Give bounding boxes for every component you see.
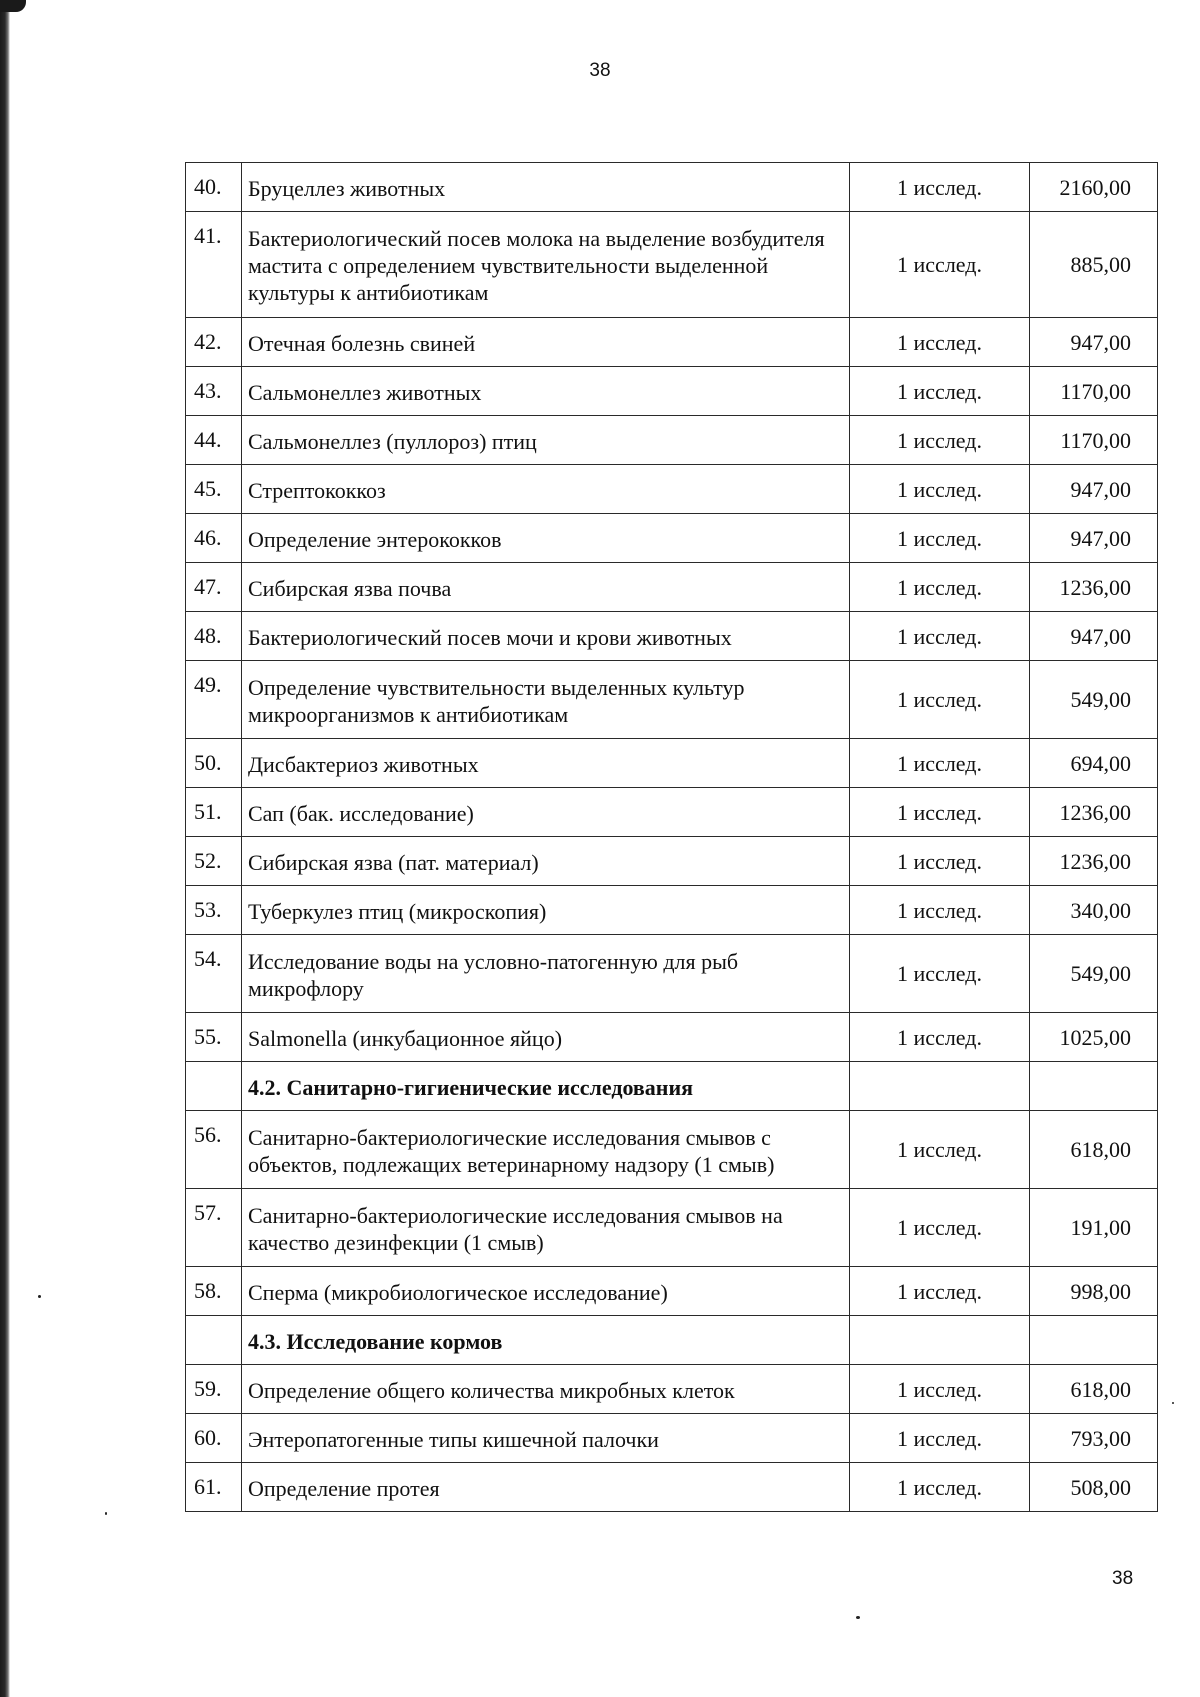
row-number-cell: 51.: [186, 788, 242, 837]
price-cell: 1236,00: [1030, 837, 1158, 886]
table-row: [186, 1267, 1158, 1316]
section-header-row: [186, 1062, 1158, 1111]
service-name-cell: Сперма (микробиологическое исследование): [242, 1267, 850, 1316]
row-number-cell: 43.: [186, 367, 242, 416]
row-number-cell: 54.: [186, 935, 242, 1013]
price-cell: 947,00: [1030, 465, 1158, 514]
service-name-cell: Отечная болезнь свиней: [242, 318, 850, 367]
table-row: [186, 318, 1158, 367]
row-number-cell: 42.: [186, 318, 242, 367]
price-cell: 191,00: [1030, 1189, 1158, 1267]
unit-cell: 1 исслед.: [850, 514, 1030, 563]
price-cell: 1025,00: [1030, 1013, 1158, 1062]
service-name-cell: Сальмонеллез животных: [242, 367, 850, 416]
row-number-cell: [186, 1316, 242, 1365]
service-name-cell: Бактериологический посев мочи и крови животных: [242, 612, 850, 661]
price-cell: 947,00: [1030, 612, 1158, 661]
service-name-cell: Санитарно-бактериологические исследования смывов с объектов, подлежащих ветеринарному надзору (1 смыв): [242, 1111, 850, 1189]
price-cell: 1170,00: [1030, 416, 1158, 465]
price-cell: 793,00: [1030, 1414, 1158, 1463]
price-cell: 1236,00: [1030, 563, 1158, 612]
service-name-cell: Сибирская язва (пат. материал): [242, 837, 850, 886]
row-number-cell: 58.: [186, 1267, 242, 1316]
unit-cell: 1 исслед.: [850, 1463, 1030, 1512]
unit-cell: 1 исслед.: [850, 318, 1030, 367]
unit-cell: 1 исслед.: [850, 367, 1030, 416]
scan-speck: [38, 1295, 41, 1298]
section-title-cell: 4.2. Санитарно-гигиенические исследования: [242, 1062, 850, 1111]
price-cell: 998,00: [1030, 1267, 1158, 1316]
price-cell: 947,00: [1030, 514, 1158, 563]
price-cell: 508,00: [1030, 1463, 1158, 1512]
service-name-cell: Бруцеллез животных: [242, 163, 850, 212]
table-row: [186, 163, 1158, 212]
row-number-cell: 45.: [186, 465, 242, 514]
price-cell: 340,00: [1030, 886, 1158, 935]
price-cell: 618,00: [1030, 1365, 1158, 1414]
section-header-row: [186, 1316, 1158, 1365]
price-cell: 885,00: [1030, 212, 1158, 318]
row-number-cell: 40.: [186, 163, 242, 212]
row-number-cell: 47.: [186, 563, 242, 612]
service-name-cell: Бактериологический посев молока на выделение возбудителя мастита с определением чувствительности выделенной культуры к антибиотикам: [242, 212, 850, 318]
price-cell: 1170,00: [1030, 367, 1158, 416]
price-cell: 618,00: [1030, 1111, 1158, 1189]
service-name-cell: Сап (бак. исследование): [242, 788, 850, 837]
scan-edge: [0, 0, 10, 1697]
scan-speck: [856, 1616, 860, 1619]
price-table-body: [186, 163, 1158, 1512]
scan-speck: [105, 1512, 107, 1515]
row-number-cell: 60.: [186, 1414, 242, 1463]
table-row: [186, 1463, 1158, 1512]
row-number-cell: 52.: [186, 837, 242, 886]
price-cell: 947,00: [1030, 318, 1158, 367]
price-cell: 549,00: [1030, 935, 1158, 1013]
service-name-cell: Туберкулез птиц (микроскопия): [242, 886, 850, 935]
price-cell: 1236,00: [1030, 788, 1158, 837]
unit-cell: 1 исслед.: [850, 935, 1030, 1013]
price-cell: 694,00: [1030, 739, 1158, 788]
unit-cell: 1 исслед.: [850, 1267, 1030, 1316]
row-number-cell: 61.: [186, 1463, 242, 1512]
table-row: [186, 1414, 1158, 1463]
service-name-cell: Санитарно-бактериологические исследования смывов на качество дезинфекции (1 смыв): [242, 1189, 850, 1267]
table-row: [186, 465, 1158, 514]
service-name-cell: Определение протея: [242, 1463, 850, 1512]
table-row: [186, 612, 1158, 661]
unit-cell: 1 исслед.: [850, 886, 1030, 935]
service-name-cell: Дисбактериоз животных: [242, 739, 850, 788]
unit-cell: 1 исслед.: [850, 1013, 1030, 1062]
table-row: [186, 1365, 1158, 1414]
service-name-cell: Энтеропатогенные типы кишечной палочки: [242, 1414, 850, 1463]
service-name-cell: Исследование воды на условно-патогенную для рыб микрофлору: [242, 935, 850, 1013]
unit-cell: 1 исслед.: [850, 563, 1030, 612]
unit-cell: 1 исслед.: [850, 1111, 1030, 1189]
table-row: [186, 212, 1158, 318]
service-name-cell: Salmonella (инкубационное яйцо): [242, 1013, 850, 1062]
service-name-cell: Определение энтерококков: [242, 514, 850, 563]
table-row: [186, 661, 1158, 739]
table-row: [186, 886, 1158, 935]
table-row: [186, 1111, 1158, 1189]
page-number-top: 38: [589, 60, 611, 81]
unit-cell: [850, 1062, 1030, 1111]
unit-cell: 1 исслед.: [850, 163, 1030, 212]
service-name-cell: Сальмонеллез (пуллороз) птиц: [242, 416, 850, 465]
row-number-cell: 56.: [186, 1111, 242, 1189]
table-row: [186, 837, 1158, 886]
page-number-bottom: 38: [1112, 1568, 1134, 1589]
unit-cell: 1 исслед.: [850, 1365, 1030, 1414]
unit-cell: 1 исслед.: [850, 416, 1030, 465]
table-row: [186, 367, 1158, 416]
service-name-cell: Определение общего количества микробных клеток: [242, 1365, 850, 1414]
price-cell: [1030, 1316, 1158, 1365]
table-row: [186, 416, 1158, 465]
price-cell: [1030, 1062, 1158, 1111]
row-number-cell: 57.: [186, 1189, 242, 1267]
unit-cell: 1 исслед.: [850, 837, 1030, 886]
service-name-cell: Стрептококкоз: [242, 465, 850, 514]
table-row: [186, 1013, 1158, 1062]
row-number-cell: 53.: [186, 886, 242, 935]
table-row: [186, 514, 1158, 563]
unit-cell: 1 исслед.: [850, 788, 1030, 837]
section-title-cell: 4.3. Исследование кормов: [242, 1316, 850, 1365]
scan-speck: [1172, 1402, 1174, 1404]
unit-cell: 1 исслед.: [850, 1414, 1030, 1463]
row-number-cell: [186, 1062, 242, 1111]
row-number-cell: 50.: [186, 739, 242, 788]
table-row: [186, 1189, 1158, 1267]
service-name-cell: Сибирская язва почва: [242, 563, 850, 612]
unit-cell: 1 исслед.: [850, 612, 1030, 661]
row-number-cell: 44.: [186, 416, 242, 465]
price-cell: 2160,00: [1030, 163, 1158, 212]
row-number-cell: 48.: [186, 612, 242, 661]
row-number-cell: 49.: [186, 661, 242, 739]
row-number-cell: 55.: [186, 1013, 242, 1062]
unit-cell: 1 исслед.: [850, 465, 1030, 514]
table-row: [186, 739, 1158, 788]
table-row: [186, 788, 1158, 837]
row-number-cell: 59.: [186, 1365, 242, 1414]
unit-cell: 1 исслед.: [850, 661, 1030, 739]
service-name-cell: Определение чувствительности выделенных культур микроорганизмов к антибиотикам: [242, 661, 850, 739]
row-number-cell: 41.: [186, 212, 242, 318]
unit-cell: 1 исслед.: [850, 212, 1030, 318]
unit-cell: 1 исслед.: [850, 1189, 1030, 1267]
unit-cell: [850, 1316, 1030, 1365]
table-row: [186, 935, 1158, 1013]
unit-cell: 1 исслед.: [850, 739, 1030, 788]
row-number-cell: 46.: [186, 514, 242, 563]
table-row: [186, 563, 1158, 612]
scan-corner: [0, 0, 26, 12]
price-cell: 549,00: [1030, 661, 1158, 739]
price-table: [185, 162, 1158, 1512]
